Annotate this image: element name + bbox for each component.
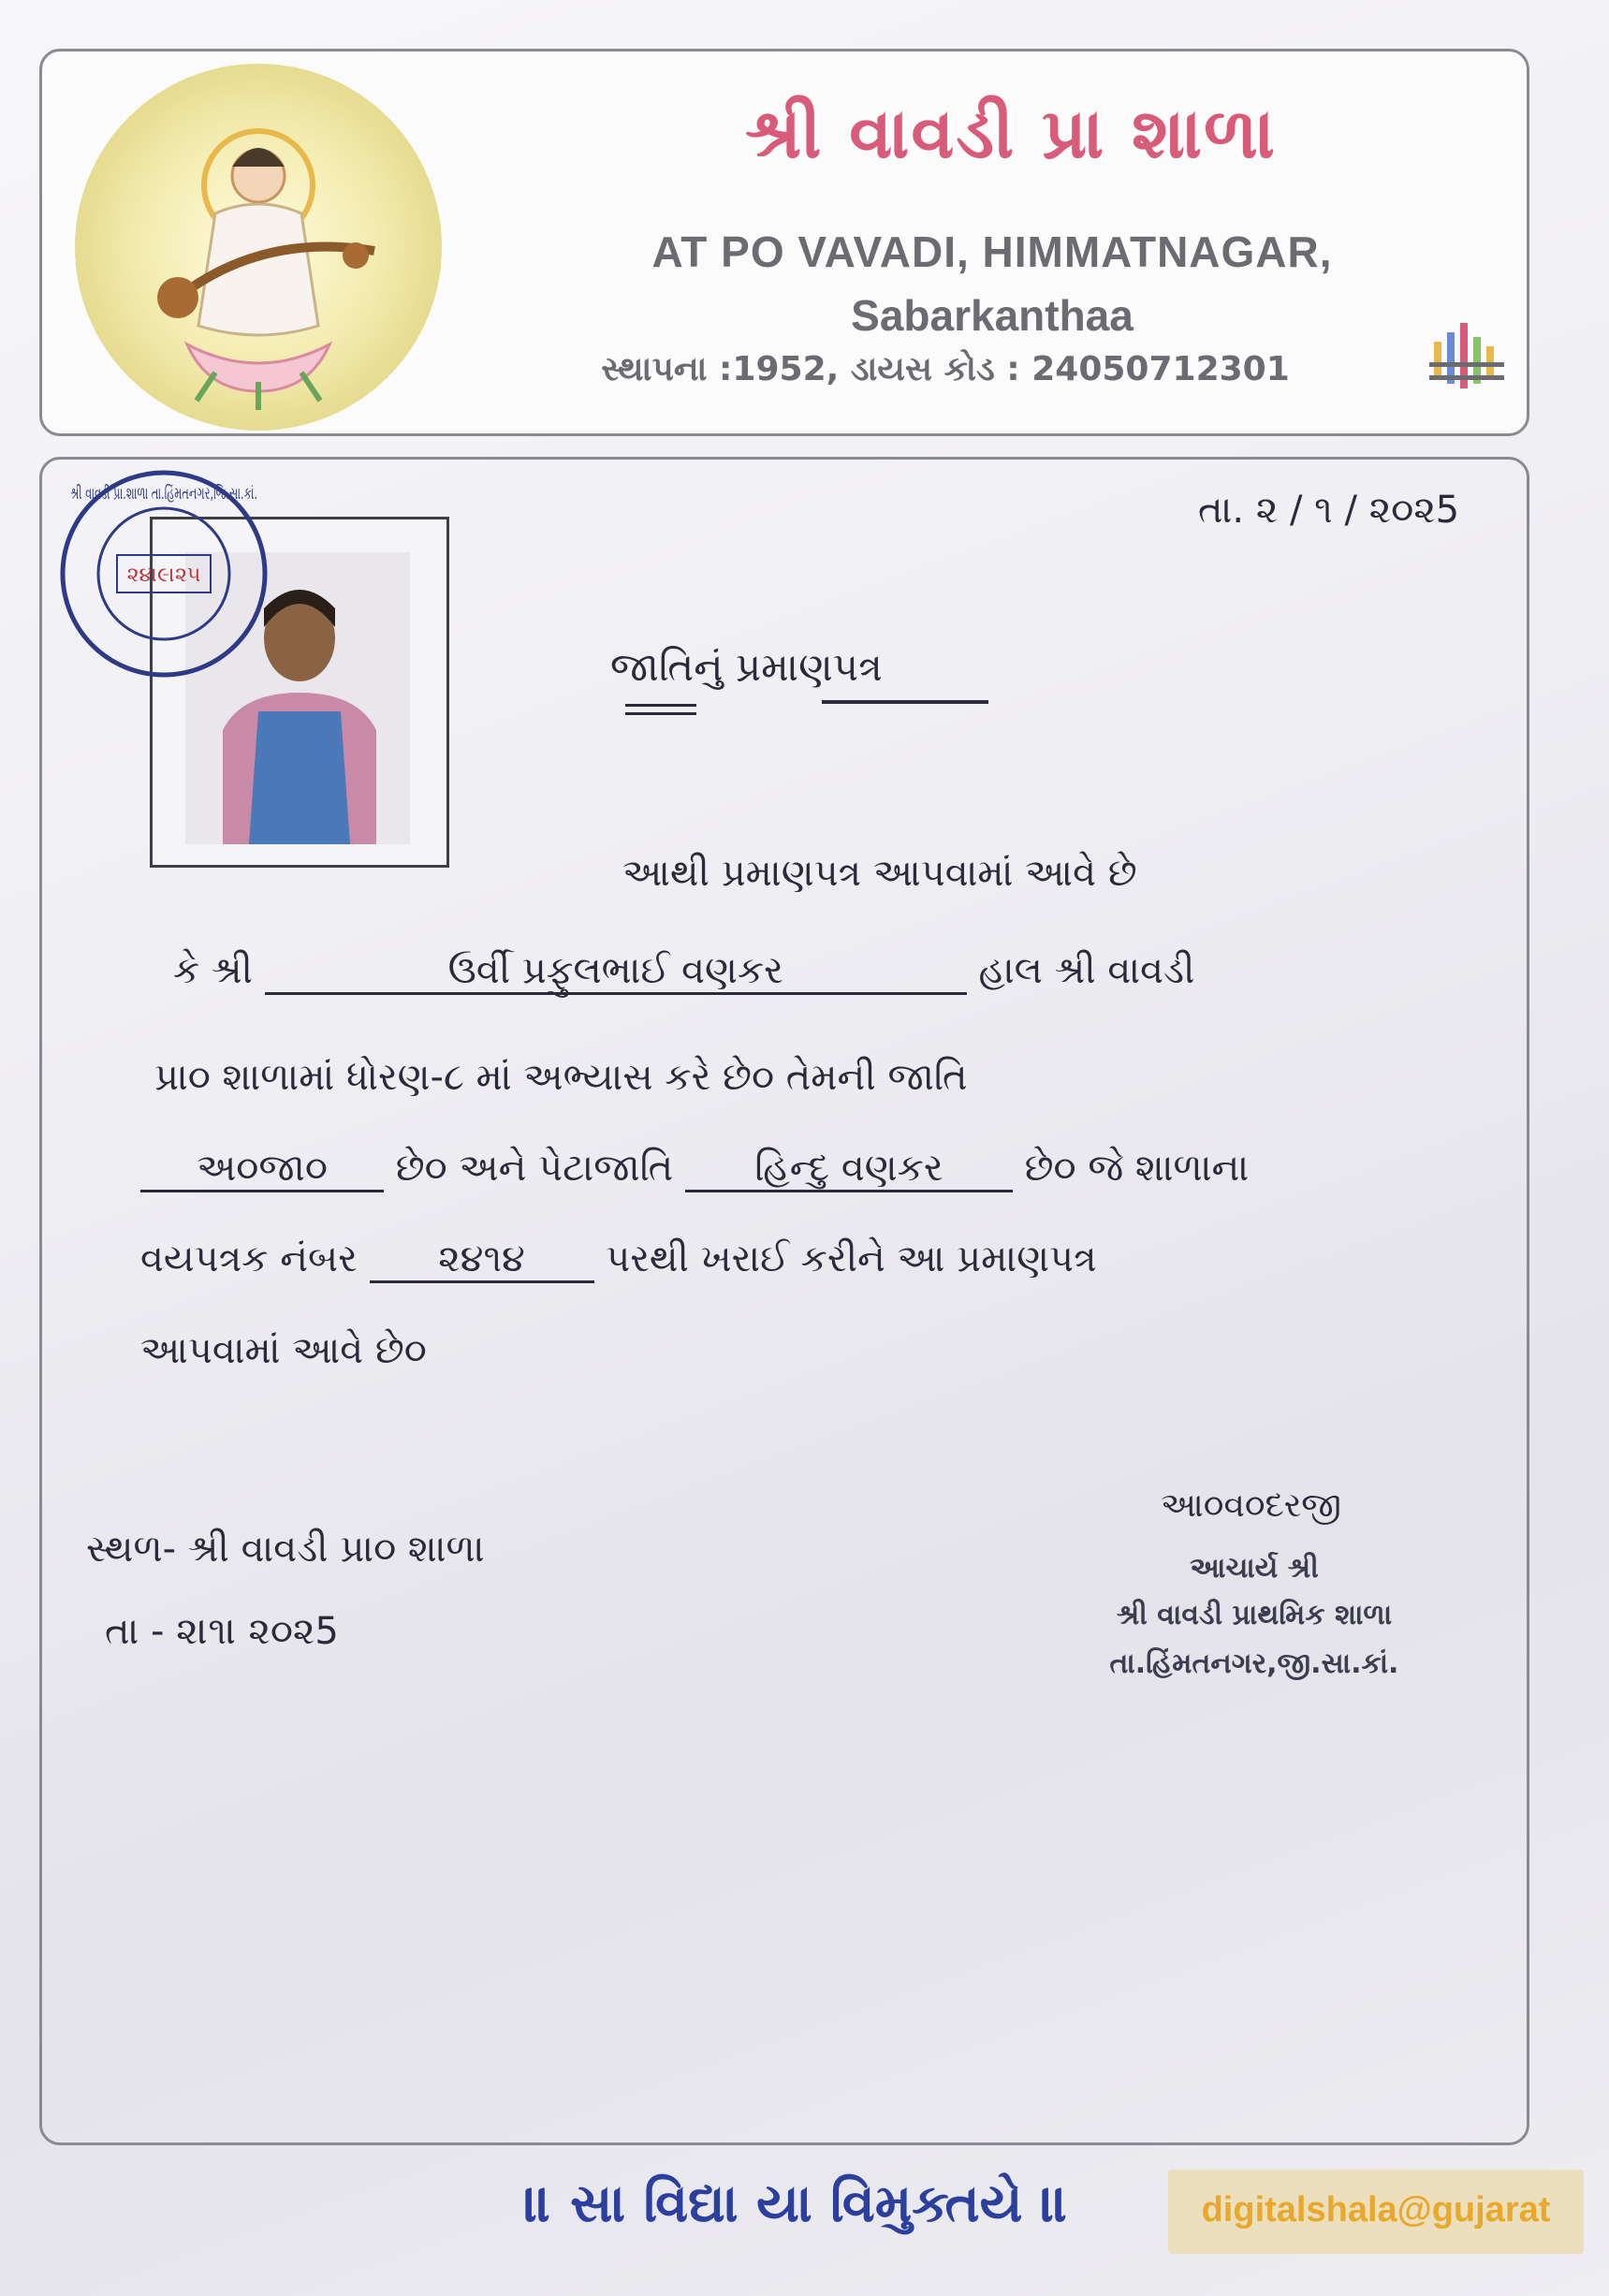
school-title: શ્રી વાવડી પ્રા શાળા bbox=[744, 94, 1278, 174]
certificate-date: તા. ૨ / ૧ / ૨૦૨5 bbox=[1198, 489, 1460, 532]
body-line-6: આપવામાં આવે છે૦ bbox=[140, 1329, 427, 1372]
line4-middle: છે૦ અને પેટાજાતિ bbox=[395, 1147, 674, 1190]
body-line-1: આથી પ્રમાણપત્ર આપવામાં આવે છે bbox=[622, 852, 1137, 895]
title-underline bbox=[822, 700, 988, 704]
established-dise-code: સ્થાપના :1952, ડાયસ કોડ : 24050712301 bbox=[601, 350, 1290, 388]
svg-text:૨૪।૯।૨૫: ૨૪।૯।૨૫ bbox=[126, 563, 201, 587]
saraswati-figure-icon bbox=[75, 64, 442, 431]
principal-signature: આ૦વ૦દરજી bbox=[1161, 1486, 1341, 1525]
signatory-school: શ્રી વાવડી પ્રાથમિક શાળા bbox=[1116, 1599, 1393, 1631]
school-district: Sabarkanthaa bbox=[851, 291, 1134, 340]
line5-suffix: પરથી ખરાઈ કરીને આ પ્રમાણપત્ર bbox=[606, 1237, 1097, 1280]
signatory-title: આચાર્ય શ્રી bbox=[1190, 1552, 1319, 1585]
subcaste: હિન્દુ વણકર bbox=[685, 1147, 1013, 1192]
line5-prefix: વયપત્રક નંબર bbox=[140, 1237, 358, 1280]
signatory-location: તા.હિંમતનગર,જી.સા.કાં. bbox=[1109, 1647, 1399, 1680]
saraswati-logo bbox=[75, 64, 442, 431]
digital-shala-logo-icon bbox=[1425, 314, 1509, 407]
caste-category: અ૦જા૦ bbox=[140, 1147, 384, 1192]
place: સ્થળ- શ્રી વાવડી પ્રા૦ શાળા bbox=[86, 1528, 485, 1571]
student-name: ઉર્વી પ્રફુલભાઈ વણકર bbox=[265, 949, 967, 995]
line2-suffix: હાલ શ્રી વાવડી bbox=[978, 949, 1195, 992]
footer-motto: ॥ સા વિદ્યા યા વિમુક્તયે ॥ bbox=[524, 2173, 1069, 2234]
footer-url: digitalshala@gujarat bbox=[1201, 2190, 1551, 2230]
issue-date: તા - ૨।૧। ૨૦૨5 bbox=[105, 1610, 339, 1653]
body-line-2 bbox=[173, 949, 1194, 995]
school-address: AT PO VAVADI, HIMMATNAGAR, bbox=[651, 227, 1333, 276]
body-line-5 bbox=[140, 1237, 1097, 1283]
body-line-4 bbox=[140, 1147, 1249, 1192]
certificate-title: જાતિનું પ્રમાણપત્ર bbox=[610, 644, 883, 690]
register-number: ૨૪૧૪ bbox=[370, 1237, 594, 1283]
body-line-3: પ્રા૦ શાળામાં ધોરણ-૮ માં અભ્યાસ કરે છે૦ તેમની જાતિ bbox=[154, 1056, 968, 1099]
stamp-text: શ્રી વાવડી પ્રા.શાળા તા.હિંમતનગર,જિ.સા.કાં. bbox=[70, 484, 257, 504]
line2-prefix: કે શ્રી bbox=[173, 949, 253, 992]
title-double-underline bbox=[625, 704, 696, 715]
line4-suffix: છે૦ જે શાળાના bbox=[1024, 1147, 1250, 1190]
school-stamp bbox=[51, 461, 276, 686]
